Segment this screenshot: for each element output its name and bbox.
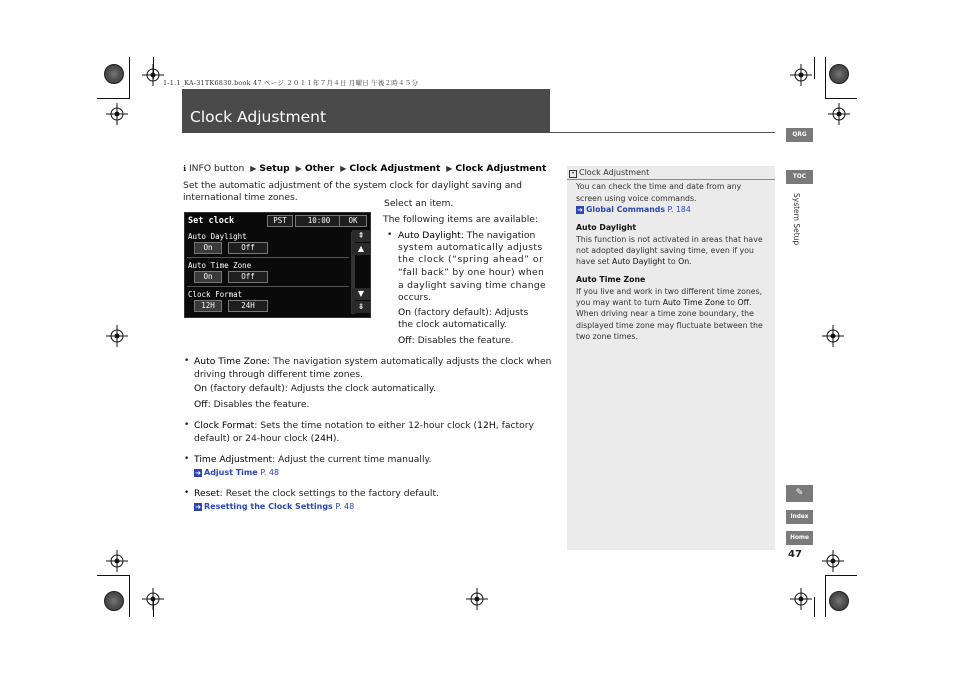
breadcrumb-arrow-icon: ▶	[446, 164, 453, 173]
crop-line	[814, 57, 815, 79]
24h-keyword: 24H	[314, 433, 333, 444]
crop-line	[129, 575, 130, 617]
auto-daylight-text: a daylight saving time change	[398, 280, 546, 291]
crop-line	[825, 575, 826, 617]
sidebar-text: You can check the time and date from any	[576, 182, 742, 191]
sidebar-header-label: Clock Adjustment	[579, 168, 650, 177]
reset-link-label[interactable]: Resetting the Clock Settings	[204, 502, 333, 511]
section-label: System Setup	[792, 193, 801, 246]
screen-on-option: On	[194, 271, 222, 283]
adjust-time-link-page[interactable]: P. 48	[260, 468, 280, 477]
registration-ball-top-right	[829, 64, 849, 84]
crop-line	[825, 57, 826, 99]
link-arrow-icon: ➜	[577, 206, 583, 214]
clock-format-text: default) or 24-hour clock (	[194, 433, 315, 444]
clock-format-item	[194, 420, 534, 433]
off-keyword: Off	[194, 399, 208, 410]
intro-line-1: Set the automatic adjustment of the system clock for daylight saving and	[183, 180, 522, 191]
breadcrumb-start: INFO button	[188, 163, 245, 174]
scroll-down-icon: ▼	[352, 288, 370, 300]
screen-row-label: Clock Format	[188, 290, 243, 299]
screen-ok-button: OK	[339, 215, 367, 227]
clock-format-text: , factory	[495, 420, 534, 431]
registration-ball-top-left	[104, 64, 124, 84]
auto-daylight-name: Auto Daylight	[398, 230, 461, 241]
screen-12h-option: 12H	[194, 300, 222, 312]
auto-daylight-text: : The navigation	[460, 230, 536, 241]
crop-line	[153, 597, 154, 617]
screen-off-option: Off	[228, 271, 268, 283]
sidebar-text: If you live and work in two different time zones,	[576, 287, 763, 296]
auto-time-zone-on	[194, 383, 436, 396]
sidebar-text: not adopted daylight saving time, even if you	[576, 246, 754, 255]
crop-line	[153, 57, 154, 79]
bullet-icon: •	[184, 454, 190, 464]
sidebar-subheading: Auto Daylight	[576, 223, 637, 232]
registration-ball-bottom-right	[829, 591, 849, 611]
clock-format-line-2	[194, 433, 339, 446]
screen-zone: PST	[267, 215, 293, 227]
index-tab[interactable]: Index	[786, 510, 813, 524]
on-keyword: On	[194, 383, 208, 394]
auto-time-zone-text: : The navigation system automatically adjusts the clock when	[267, 356, 552, 367]
on-text: (factory default): Adjusts the clock automatically.	[207, 383, 436, 394]
auto-daylight-item	[398, 230, 535, 243]
reset-text: : Reset the clock settings to the factory default.	[219, 488, 440, 499]
bullet-icon: •	[184, 420, 190, 430]
sidebar-header	[569, 166, 775, 180]
auto-time-zone-name: Auto Time Zone	[194, 356, 268, 367]
on-keyword: On	[398, 307, 412, 318]
sidebar-keyword: On	[678, 257, 690, 266]
off-text: : Disables the feature.	[207, 399, 310, 410]
off-text: : Disables the feature.	[411, 335, 514, 346]
bullet-icon: •	[184, 488, 190, 498]
breadcrumb	[183, 163, 546, 176]
auto-time-zone-text: driving through different time zones.	[194, 369, 363, 380]
note-icon: •	[569, 170, 577, 178]
info-button-icon: ℹ	[183, 164, 187, 173]
breadcrumb-item: Clock Adjustment	[455, 163, 547, 174]
available-step: The following items are available:	[383, 214, 539, 225]
crosshair-mark	[822, 325, 844, 347]
breadcrumb-arrow-icon: ▶	[340, 164, 347, 173]
sidebar-text: When driving near a time zone boundary, the	[576, 309, 754, 318]
sidebar-text: screen using voice commands.	[576, 194, 697, 203]
screen-24h-option: 24H	[228, 300, 268, 312]
sidebar-text-part: .	[689, 257, 692, 266]
sidebar-text: two zone times.	[576, 332, 638, 341]
screen-row-label: Auto Time Zone	[188, 261, 252, 270]
reset-link-page[interactable]: P. 48	[335, 502, 355, 511]
sidebar-keyword: Auto Time Zone	[662, 298, 725, 307]
breadcrumb-item: Setup	[259, 163, 290, 174]
auto-daylight-on	[398, 307, 528, 320]
adjust-time-link[interactable]	[194, 467, 279, 480]
breadcrumb-arrow-icon: ▶	[295, 164, 302, 173]
auto-time-zone-off	[194, 399, 309, 412]
sidebar-text-part: .	[749, 298, 752, 307]
screen-on-option: On	[194, 242, 222, 254]
page-title-band	[182, 89, 550, 133]
crop-line	[814, 597, 815, 617]
on-text: (factory default): Adjusts	[411, 307, 529, 318]
home-tab[interactable]: Home	[786, 531, 813, 545]
clock-format-name: Clock Format	[194, 420, 255, 431]
page-title: Clock Adjustment	[190, 108, 327, 126]
screen-time: 10:00	[295, 215, 343, 227]
crop-line	[825, 575, 857, 576]
auto-daylight-text: occurs.	[398, 292, 432, 303]
voice-tab[interactable]	[786, 485, 813, 502]
auto-daylight-text: “fall back” by one hour) when	[398, 267, 545, 278]
auto-daylight-text: system automatically adjusts	[398, 242, 543, 253]
registration-ball-bottom-left	[104, 591, 124, 611]
crop-line	[129, 57, 130, 99]
screen-divider	[187, 286, 349, 287]
sidebar-text-part: have set	[576, 257, 613, 266]
sidebar-subheading: Auto Time Zone	[576, 275, 646, 284]
crosshair-mark	[106, 103, 128, 125]
global-commands-link[interactable]	[576, 204, 691, 215]
time-adjustment-name: Time Adjustment	[194, 454, 273, 465]
time-adjustment-item	[194, 454, 432, 467]
crosshair-mark	[790, 64, 812, 86]
crosshair-mark	[790, 588, 812, 610]
screen-row-label: Auto Daylight	[188, 232, 247, 241]
sidebar-text-part: to	[724, 298, 738, 307]
screen-divider	[187, 257, 349, 258]
sidebar-keyword: Off	[737, 298, 750, 307]
intro-line-2: international time zones.	[183, 192, 298, 203]
select-step: Select an item.	[384, 198, 454, 209]
bullet-icon: •	[387, 230, 393, 240]
screen-off-option: Off	[228, 242, 268, 254]
page-down-icon: ⇟	[352, 301, 370, 313]
breadcrumb-item: Clock Adjustment	[349, 163, 441, 174]
sidebar-text	[576, 297, 752, 308]
toc-tab[interactable]: TOC	[786, 170, 813, 184]
sidebar-keyword: Auto Daylight	[612, 257, 666, 266]
link-arrow-icon: ➜	[195, 503, 201, 511]
screen-title: Set clock	[188, 216, 235, 226]
adjust-time-link-label[interactable]: Adjust Time	[204, 468, 258, 477]
on-text: the clock automatically.	[398, 319, 507, 330]
crop-line	[825, 98, 857, 99]
breadcrumb-item: Other	[304, 163, 335, 174]
auto-daylight-off	[398, 335, 513, 348]
scroll-up-icon: ▲	[352, 243, 370, 255]
sidebar-text-part: to	[665, 257, 679, 266]
clock-format-text: : Sets the time notation to either 12-hour clock (	[254, 420, 478, 431]
bullet-icon: •	[184, 356, 190, 366]
crosshair-mark	[822, 550, 844, 572]
sidebar-text	[576, 256, 692, 267]
reset-name: Reset	[194, 488, 220, 499]
sidebar-text: displayed time zone may fluctuate between the	[576, 321, 763, 330]
auto-time-zone-item	[194, 356, 551, 369]
auto-daylight-text: the clock (“spring ahead” or	[398, 254, 544, 265]
page-up-icon: ⇞	[352, 230, 370, 242]
voice-icon: ✎	[795, 488, 804, 498]
reset-item	[194, 488, 439, 501]
sidebar-text-part: you may want to turn	[576, 298, 663, 307]
crosshair-mark	[106, 550, 128, 572]
off-keyword: Off	[398, 335, 412, 346]
sidebar-text: This function is not activated in areas that have	[576, 235, 763, 244]
qrg-tab[interactable]: QRG	[786, 128, 813, 142]
crosshair-mark	[106, 325, 128, 347]
reset-link[interactable]	[194, 501, 354, 514]
crosshair-mark	[466, 588, 488, 610]
sidebar-rule	[567, 179, 775, 180]
global-commands-link-label[interactable]: Global Commands	[586, 205, 666, 214]
crosshair-mark	[828, 103, 850, 125]
crop-line	[97, 575, 129, 576]
crop-line	[97, 98, 129, 99]
clock-settings-screen	[184, 212, 371, 318]
time-adjustment-text: : Adjust the current time manually.	[272, 454, 432, 465]
breadcrumb-arrow-icon: ▶	[250, 164, 257, 173]
global-commands-link-page[interactable]: P. 184	[667, 205, 691, 214]
title-rule	[550, 132, 775, 133]
12h-keyword: 12H	[477, 420, 496, 431]
page-number: 47	[788, 549, 802, 560]
clock-format-text: ).	[332, 433, 340, 444]
print-header: 1-1.1_KA-31TK6830.book 47 ページ ２０１１年７月４日 月曜日 午後２時４５分	[163, 79, 419, 87]
link-arrow-icon: ➜	[195, 469, 201, 477]
